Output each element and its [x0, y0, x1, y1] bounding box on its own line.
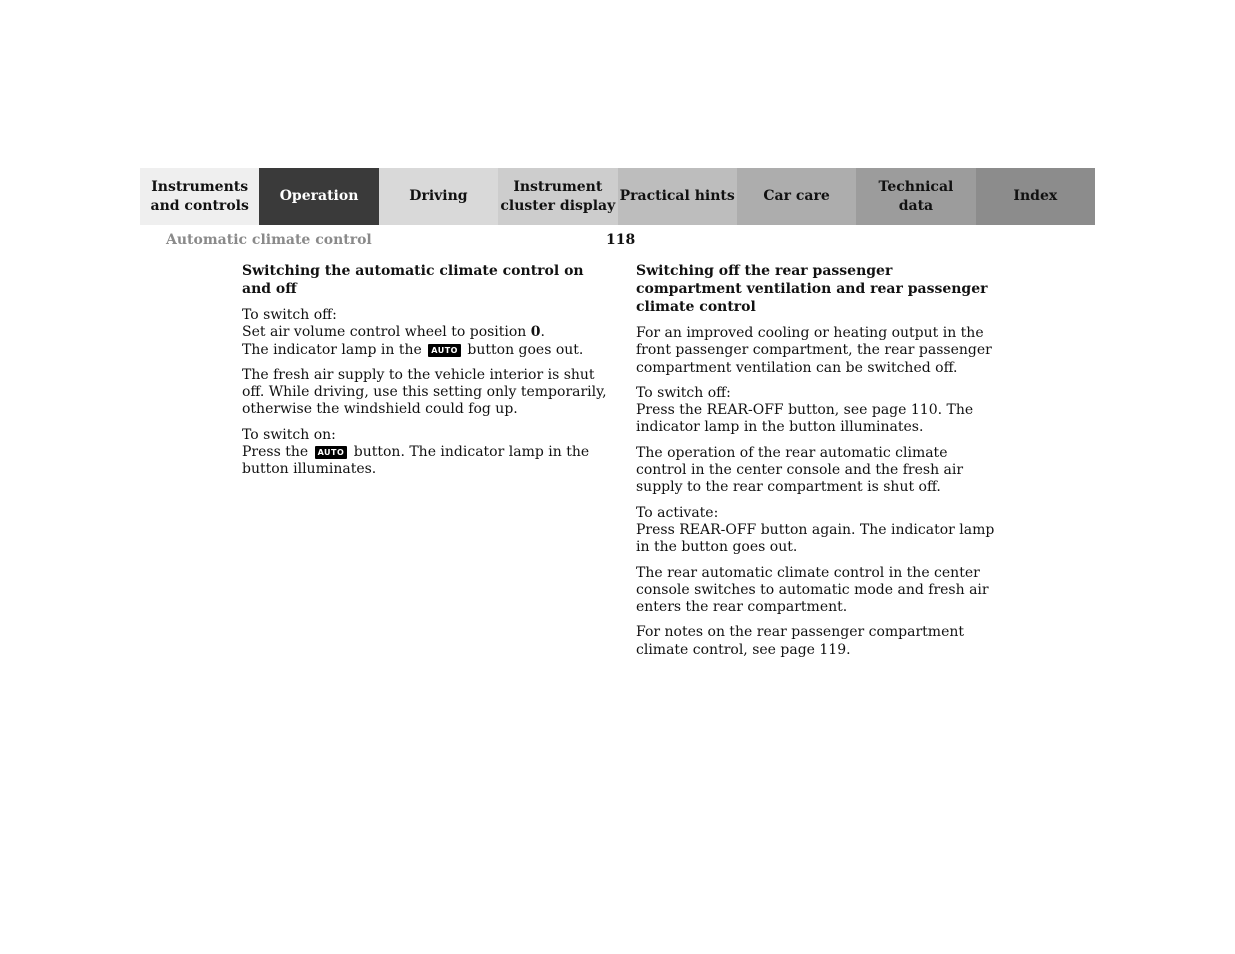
right-heading: Switching off the rear passenger compartment ventilation and rear passenger climate control [636, 263, 988, 315]
switch-off-paragraph [242, 307, 614, 359]
tab-operation[interactable]: Operation [259, 168, 378, 225]
rear-auto-mode-paragraph: The rear automatic climate control in the center console switches to automatic mode and fresh air enters the rear compartment. [636, 564, 989, 616]
tab-instrument-cluster-display[interactable]: Instrument cluster display [498, 168, 617, 225]
section-title: Automatic climate control [166, 232, 372, 248]
rear-notes-paragraph: For notes on the rear passenger compartment climate control, see page 119. [636, 624, 964, 658]
set-wheel-period: . [540, 324, 545, 341]
rear-switch-off-intro: To switch off: [636, 384, 731, 401]
chapter-nav [140, 168, 1095, 225]
position-value: 0 [530, 324, 541, 341]
rear-switch-off-text: Press the REAR-OFF button, see page 110. The indicator lamp in the button illuminates. [636, 402, 974, 436]
tab-technical-data[interactable]: Technical data [856, 168, 975, 225]
illuminates-text: button. The indicator lamp in the button illuminates. [242, 444, 590, 478]
switch-off-intro: To switch off: [242, 307, 337, 323]
goes-out-text: button goes out. [462, 341, 584, 358]
auto-button-icon: AUTO [428, 344, 461, 357]
rear-switch-off-paragraph [636, 385, 1002, 437]
switch-on-intro: To switch on: [242, 426, 336, 443]
press-the-text: Press the [242, 444, 313, 461]
auto-button-icon: AUTO [315, 446, 348, 459]
page-number: 118 [606, 232, 636, 248]
tab-instruments-and-controls[interactable]: Instruments and controls [140, 168, 259, 225]
tab-index[interactable]: Index [976, 168, 1095, 225]
rear-activate-intro: To activate: [636, 504, 719, 521]
rear-operation-paragraph: The operation of the rear automatic climate control in the center console and the fresh air supply to the rear compartment is shut off. [636, 444, 964, 496]
rear-activate-paragraph [636, 505, 1002, 557]
fresh-air-paragraph: The fresh air supply to the vehicle interior is shut off. While driving, use this setting only temporarily, otherwise the windshield could fog up. [242, 366, 607, 418]
tab-practical-hints[interactable]: Practical hints [618, 168, 737, 225]
set-wheel-text: Set air volume control wheel to position [242, 324, 531, 341]
indicator-lamp-text: The indicator lamp in the [242, 341, 427, 358]
switch-on-paragraph [242, 427, 614, 479]
rear-activate-text: Press REAR-OFF button again. The indicator lamp in the button goes out. [636, 521, 995, 556]
tab-car-care[interactable]: Car care [737, 168, 856, 225]
left-heading: Switching the automatic climate control on and off [242, 263, 584, 297]
tab-driving[interactable]: Driving [379, 168, 498, 225]
rear-intro-paragraph: For an improved cooling or heating output in the front passenger compartment, the rear passenger compartment ventilation can be switched off. [636, 325, 992, 376]
right-column [636, 262, 1002, 667]
left-column [242, 262, 614, 487]
